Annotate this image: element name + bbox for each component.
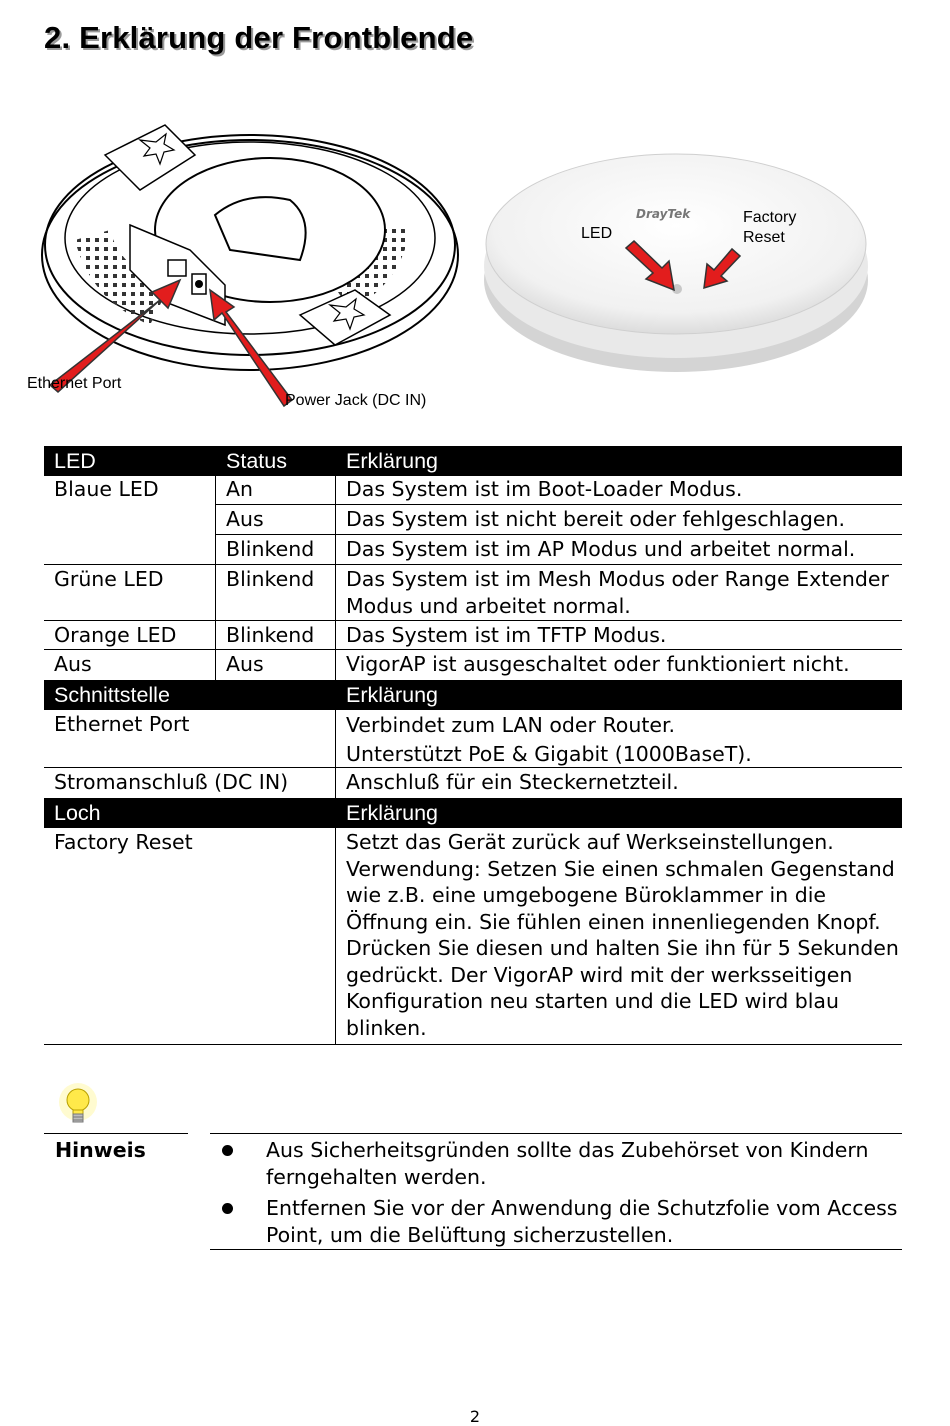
note-item: Entfernen Sie vor der Anwendung die Schutzfolie vom Access Point, um die Belüftung sicherzustellen. bbox=[266, 1196, 898, 1247]
explanation-cell: VigorAP ist ausgeschaltet oder funktioniert nicht. bbox=[346, 652, 850, 676]
note-bottom-rule bbox=[210, 1249, 902, 1250]
table-divider bbox=[335, 710, 336, 798]
interface-cell: Stromanschluß (DC IN) bbox=[54, 770, 289, 794]
explanation-cell: Das System ist im Boot-Loader Modus. bbox=[346, 477, 743, 501]
bullet-icon bbox=[222, 1145, 233, 1156]
page-title: 2. Erklärung der Frontblende bbox=[44, 20, 474, 55]
status-cell: Blinkend bbox=[226, 623, 315, 647]
device-top-view bbox=[478, 148, 878, 378]
lightbulb-icon bbox=[56, 1082, 100, 1132]
table-divider bbox=[44, 564, 902, 565]
led-cell: Grüne LED bbox=[54, 567, 164, 591]
explanation-cell: Das System ist im Mesh Modus oder Range Extender Modus und arbeitet normal. bbox=[346, 567, 889, 618]
interface-table-header bbox=[44, 680, 902, 710]
led-table-header-explanation: Erklärung bbox=[346, 449, 439, 473]
table-divider bbox=[215, 534, 902, 535]
explanation-cell: Setzt das Gerät zurück auf Werkseinstellungen. Verwendung: Setzen Sie einen schmalen Gegenstand wie z.B. eine umgebogene Büroklammer in die Öffnung ein. Sie fühlen einen innenliegenden Knopf. Drücken Sie diesen und halten Sie ihn für 5 Sekunden gedrückt. Der VigorAP wird mit der werksseitigen Konfiguration neu starten und die LED wird blau blinken. bbox=[346, 830, 899, 1040]
bullet-icon bbox=[222, 1203, 233, 1214]
table-divider bbox=[335, 828, 336, 1045]
led-cell: Aus bbox=[54, 652, 92, 676]
table-divider bbox=[44, 620, 902, 621]
note-top-rule bbox=[210, 1133, 902, 1134]
status-cell: Aus bbox=[226, 507, 264, 531]
table-divider bbox=[215, 504, 902, 505]
hole-table-header bbox=[44, 798, 902, 828]
explanation-cell: Verbindet zum LAN oder Router. Unterstützt PoE & Gigabit (1000BaseT). bbox=[346, 713, 752, 766]
led-table-header bbox=[44, 446, 902, 476]
table-bottom-border bbox=[44, 1044, 902, 1045]
interface-table-header-interface: Schnittstelle bbox=[54, 683, 170, 707]
status-cell: An bbox=[226, 477, 254, 501]
note-item: Aus Sicherheitsgründen sollte das Zubehörset von Kindern ferngehalten werden. bbox=[266, 1138, 869, 1189]
status-cell: Blinkend bbox=[226, 567, 315, 591]
led-cell: Orange LED bbox=[54, 623, 177, 647]
brand-logo: DrayTek bbox=[636, 207, 691, 221]
hole-table-header-hole: Loch bbox=[54, 801, 101, 825]
table-divider bbox=[44, 649, 902, 650]
interface-cell: Ethernet Port bbox=[54, 712, 190, 736]
explanation-cell: Das System ist im TFTP Modus. bbox=[346, 623, 667, 647]
led-label: LED bbox=[581, 225, 613, 242]
power-jack-label: Power Jack (DC IN) bbox=[285, 392, 427, 409]
led-table-header-status: Status bbox=[226, 449, 287, 473]
page-number: 2 bbox=[469, 1407, 481, 1426]
hole-cell: Factory Reset bbox=[54, 830, 193, 854]
led-table-header-led: LED bbox=[54, 449, 96, 473]
note-label-rule bbox=[44, 1133, 188, 1134]
interface-table-header-explanation: Erklärung bbox=[346, 683, 439, 707]
factory-reset-label: Factory Reset bbox=[743, 209, 797, 246]
table-divider bbox=[44, 767, 902, 768]
hole-table-header-explanation: Erklärung bbox=[346, 801, 439, 825]
explanation-cell: Das System ist nicht bereit oder fehlgeschlagen. bbox=[346, 507, 845, 531]
note-label: Hinweis bbox=[55, 1138, 146, 1162]
ethernet-port-label: Ethernet Port bbox=[27, 375, 122, 392]
explanation-cell: Anschluß für ein Steckernetzteil. bbox=[346, 770, 679, 794]
explanation-cell: Das System ist im AP Modus und arbeitet normal. bbox=[346, 537, 856, 561]
status-cell: Aus bbox=[226, 652, 264, 676]
status-cell: Blinkend bbox=[226, 537, 315, 561]
led-cell: Blaue LED bbox=[54, 477, 159, 501]
